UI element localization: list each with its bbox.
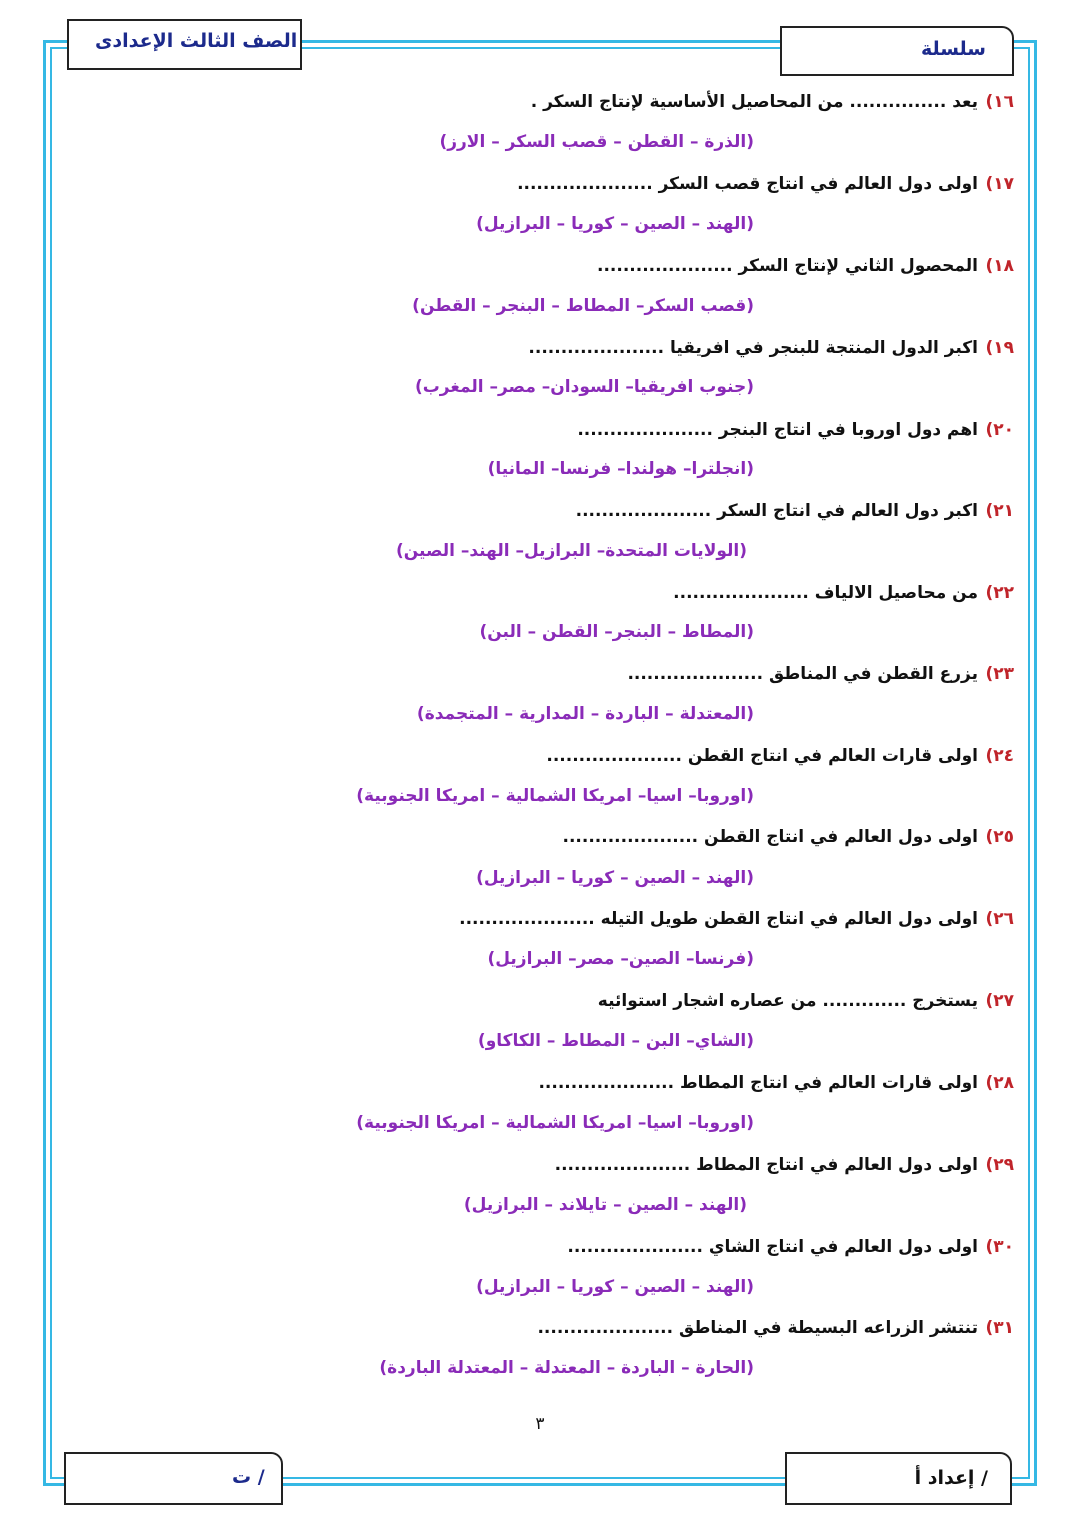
question-number: ٢٢) (985, 583, 1014, 603)
question-text: اولى قارات العالم في انتاج القطن ..................... (546, 746, 978, 766)
question-22 (673, 583, 1014, 623)
question-text: يستخرج ............. من عصاره اشجار استوائيه (597, 991, 978, 1011)
question-text: اولى دول العالم في انتاج القطن طويل التيله ..................... (459, 909, 978, 929)
question-number: ٢٩) (985, 1155, 1014, 1175)
question-18 (597, 256, 1014, 296)
question-number: ٢٦) (985, 909, 1014, 929)
question-31 (537, 1318, 1014, 1358)
question-number: ٢٠) (985, 420, 1014, 440)
question-text: يعد ............... من المحاصيل الأساسية لإنتاج السكر . (530, 92, 978, 112)
question-22-options: (المطاط – البنجر– القطن – البن) (479, 622, 754, 642)
question-number: ٣١) (985, 1318, 1014, 1338)
series-box (780, 26, 1014, 76)
question-20-options: (انجلترا– هولندا– فرنسا– المانيا) (487, 459, 754, 479)
question-30 (567, 1237, 1014, 1277)
teacher-phone-box (64, 1452, 283, 1505)
teacher-phone-label: ت / (232, 1466, 265, 1488)
question-23 (627, 664, 1014, 704)
question-26 (459, 909, 1014, 949)
question-29-options: (الهند – الصين – تايلاند – البرازيل) (463, 1195, 747, 1215)
question-text: المحصول الثاني لإنتاج السكر ..................... (596, 256, 978, 276)
question-text: تنتشر الزراعه البسيطة في المناطق ..................... (537, 1318, 978, 1338)
question-18-options: (قصب السكر– المطاط – البنجر – القطن) (412, 296, 754, 316)
question-text: اولى دول العالم في انتاج المطاط ..................... (554, 1155, 978, 1175)
question-number: ٣٠) (985, 1237, 1014, 1257)
question-text: اولى قارات العالم في انتاج المطاط ..................... (538, 1073, 978, 1093)
question-24-options: (اوروبا– اسيا– امريكا الشمالية – امريكا الجنوبية) (356, 786, 754, 806)
question-26-options: (فرنسا– الصين– مصر– البرازيل) (487, 949, 754, 969)
question-text: اكبر دول العالم في انتاج السكر ..................... (575, 501, 978, 521)
question-25 (563, 827, 1014, 867)
question-21 (576, 501, 1014, 541)
question-number: ٢٤) (985, 746, 1014, 766)
question-31-options: (الحارة – الباردة – المعتدلة – المعتدلة الباردة) (379, 1358, 754, 1378)
question-28 (538, 1073, 1014, 1113)
prepared-by-label: إعداد أ / (914, 1467, 988, 1489)
question-17-options: (الهند – الصين – كوريا – البرازيل) (476, 214, 754, 234)
question-29 (555, 1155, 1014, 1195)
page-number: ٣ (535, 1414, 545, 1434)
question-number: ١٩) (985, 338, 1014, 358)
grade-label: الصف الثالث الإعدادى (95, 30, 298, 52)
question-30-options: (الهند – الصين – كوريا – البرازيل) (476, 1277, 754, 1297)
question-21-options: (الولايات المتحدة– البرازيل– الهند– الصين) (395, 541, 747, 561)
series-label: سلسلة (920, 38, 986, 60)
question-19 (528, 338, 1014, 378)
question-17 (517, 174, 1014, 214)
question-number: ١٨) (985, 256, 1014, 276)
question-number: ٢١) (985, 501, 1014, 521)
question-number: ١٦) (985, 92, 1014, 112)
question-20 (577, 420, 1014, 460)
question-number: ٢٧) (985, 991, 1014, 1011)
question-number: ٢٨) (985, 1073, 1014, 1093)
question-text: اكبر الدول المنتجة للبنجر في افريقيا ..................... (528, 338, 978, 358)
question-19-options: (جنوب افريقيا– السودان– مصر– المغرب) (414, 377, 754, 397)
question-24 (546, 746, 1014, 786)
prepared-by-box (785, 1452, 1012, 1505)
question-number: ١٧) (985, 174, 1014, 194)
question-text: اولى دول العالم في انتاج الشاي ..................... (567, 1237, 978, 1257)
grade-box (67, 19, 302, 70)
question-text: اولى دول العالم في انتاج قصب السكر ..................... (517, 174, 978, 194)
question-27 (598, 991, 1014, 1031)
question-16 (531, 92, 1014, 132)
question-text: من محاصيل الالياف ..................... (673, 583, 978, 603)
question-23-options: (المعتدلة – الباردة – المدارية – المتجمدة) (416, 704, 754, 724)
question-text: يزرع القطن في المناطق ..................... (627, 664, 978, 684)
question-16-options: (الذرة – القطن – قصب السكر – الارز) (439, 132, 754, 152)
question-25-options: (الهند – الصين – كوريا – البرازيل) (476, 868, 754, 888)
question-text: اهم دول اوروبا في انتاج البنجر ..................... (577, 420, 978, 440)
question-28-options: (اوروبا– اسيا– امريكا الشمالية – امريكا الجنوبية) (356, 1113, 754, 1133)
question-number: ٢٥) (985, 827, 1014, 847)
question-27-options: (الشاي– البن – المطاط – الكاكاو) (477, 1031, 754, 1051)
question-number: ٢٣) (985, 664, 1014, 684)
question-text: اولى دول العالم في انتاج القطن ..................... (562, 827, 978, 847)
